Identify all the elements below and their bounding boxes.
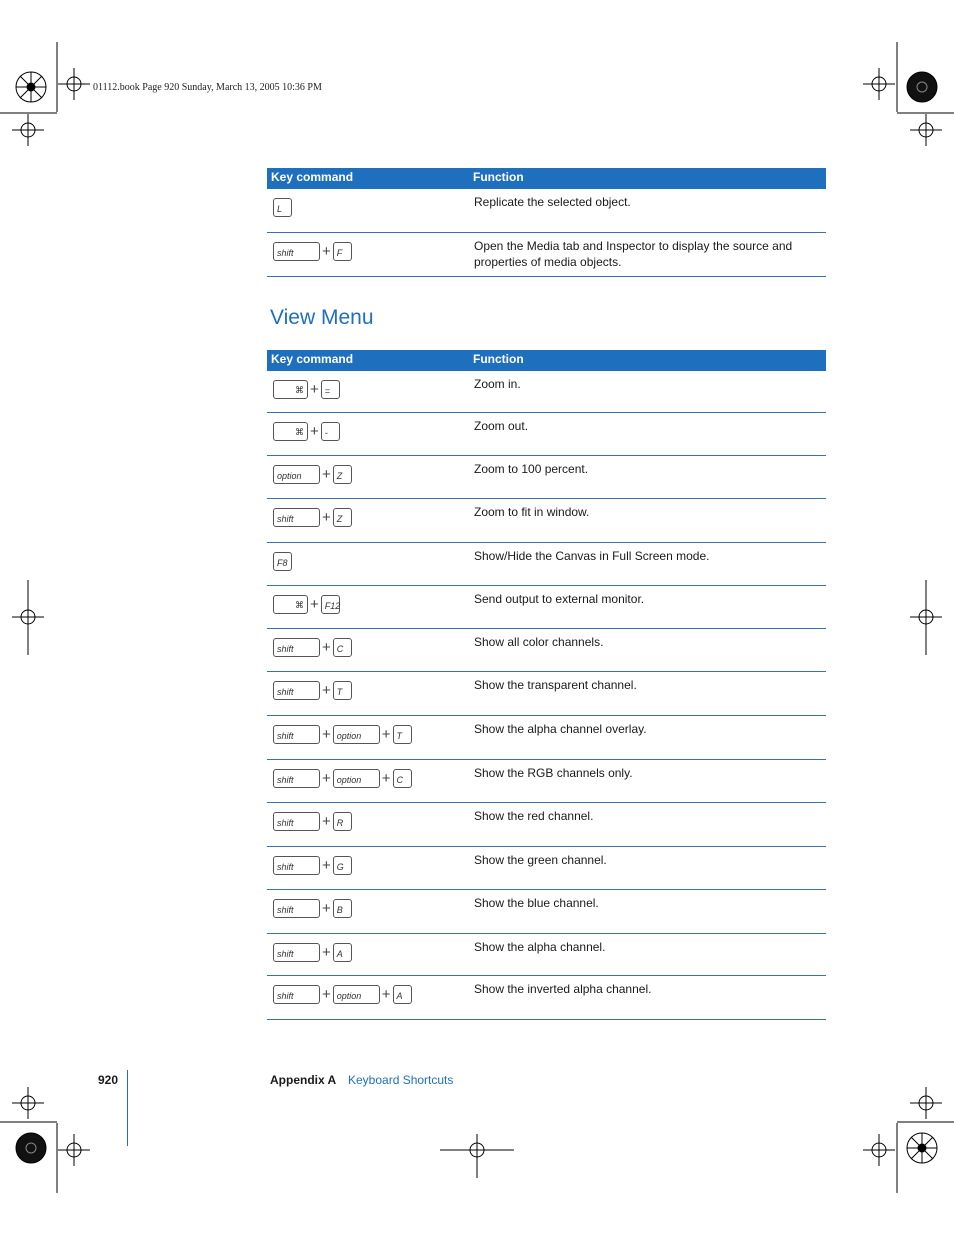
plus-sign: +: [322, 726, 331, 743]
table-row: [267, 189, 826, 233]
table-row: [267, 672, 826, 716]
table-body: [267, 189, 826, 277]
key-combo: [273, 899, 352, 918]
function-description: Show the inverted alpha channel.: [474, 982, 652, 996]
keycap-shift: shift: [273, 242, 320, 261]
plus-sign: +: [322, 509, 331, 526]
function-description: Replicate the selected object.: [474, 195, 631, 209]
keycap-c: C: [333, 638, 352, 657]
keycap-b: B: [333, 899, 352, 918]
keycap-sym: -: [321, 422, 340, 441]
key-combo: [273, 465, 352, 484]
plus-sign: +: [381, 986, 391, 1003]
function-description: Show all color channels.: [474, 635, 604, 649]
key-combo: [273, 198, 292, 217]
table-row: [267, 976, 826, 1020]
keycap-z: Z: [333, 508, 352, 527]
keycap-l: L: [273, 198, 292, 217]
header-function: Function: [473, 352, 524, 366]
plus-sign: +: [310, 596, 319, 613]
footer-rule: [127, 1070, 128, 1146]
keycap-option: option: [273, 465, 320, 484]
table-row: [267, 456, 826, 499]
keycap-shift: shift: [273, 681, 320, 700]
keycap-t: T: [333, 681, 352, 700]
page-number: 920: [98, 1073, 119, 1087]
plus-sign: +: [322, 813, 331, 830]
table-row: [267, 890, 826, 934]
print-slug: 01112.book Page 920 Sunday, March 13, 2005 10:36 PM: [93, 82, 322, 93]
plus-sign: +: [322, 944, 331, 961]
function-description: Show the alpha channel.: [474, 940, 606, 954]
key-combo: [273, 856, 352, 875]
function-description: Zoom to fit in window.: [474, 505, 590, 519]
function-description: Zoom out.: [474, 419, 529, 433]
keycap-shift: shift: [273, 856, 320, 875]
table-header: [267, 350, 826, 371]
plus-sign: +: [322, 639, 331, 656]
table-row: [267, 371, 826, 413]
keycap-option: option: [333, 985, 380, 1004]
table-row: [267, 847, 826, 890]
keycap-shift: shift: [273, 638, 320, 657]
keycap-t: T: [393, 725, 412, 744]
footer-appendix: Appendix A: [270, 1073, 337, 1087]
plus-sign: +: [310, 423, 319, 440]
function-description: Show/Hide the Canvas in Full Screen mode.: [474, 549, 710, 563]
plus-sign: +: [322, 770, 331, 787]
function-description: Open the Media tab and Inspector to display the source and properties of media objects.: [474, 239, 793, 269]
key-combo: [273, 812, 352, 831]
header-function: Function: [473, 170, 524, 184]
key-combo: [273, 422, 340, 441]
plus-sign: +: [322, 243, 331, 260]
keycap-a: A: [333, 943, 352, 962]
function-description: Show the alpha channel overlay.: [474, 722, 647, 736]
plus-sign: +: [310, 381, 319, 398]
table-header: [267, 168, 826, 189]
table-row: [267, 716, 826, 760]
function-description: Send output to external monitor.: [474, 592, 645, 606]
shortcut-table-top: [267, 168, 826, 277]
footer-chapter-title: Keyboard Shortcuts: [348, 1073, 454, 1087]
keycap-shift: shift: [273, 899, 320, 918]
keycap-shift: shift: [273, 943, 320, 962]
function-description: Show the transparent channel.: [474, 678, 637, 692]
key-combo: [273, 552, 292, 571]
keycap-shift: shift: [273, 508, 320, 527]
command-icon: ⌘: [295, 427, 304, 437]
header-key-command: Key command: [271, 352, 354, 366]
keycap-shift: shift: [273, 725, 320, 744]
key-combo: [273, 595, 340, 614]
plus-sign: +: [322, 857, 331, 874]
key-combo: [273, 985, 412, 1004]
keycap-f8: F8: [273, 552, 292, 571]
keycap-shift: shift: [273, 812, 320, 831]
table-row: [267, 233, 826, 277]
keycap-f12: F12: [321, 595, 340, 614]
key-combo: [273, 380, 340, 399]
keycap-f: F: [333, 242, 352, 261]
function-description: Show the RGB channels only.: [474, 766, 633, 780]
function-description: Show the blue channel.: [474, 896, 599, 910]
key-combo: [273, 638, 352, 657]
keycap-z: Z: [333, 465, 352, 484]
keycap-option: option: [333, 725, 380, 744]
key-combo: [273, 242, 352, 261]
key-combo: [273, 508, 352, 527]
table-row: [267, 629, 826, 672]
shortcut-table-view-menu: [267, 350, 826, 1020]
plus-sign: +: [322, 682, 331, 699]
plus-sign: +: [322, 466, 331, 483]
plus-sign: +: [381, 726, 391, 743]
command-key: [273, 595, 308, 614]
section-heading: View Menu: [270, 306, 374, 329]
keycap-shift: shift: [273, 985, 320, 1004]
keycap-sym: =: [321, 380, 340, 399]
keycap-c: C: [393, 769, 412, 788]
keycap-shift: shift: [273, 769, 320, 788]
keycap-a: A: [393, 985, 412, 1004]
plus-sign: +: [322, 986, 331, 1003]
function-description: Show the red channel.: [474, 809, 594, 823]
key-combo: [273, 681, 352, 700]
plus-sign: +: [322, 900, 331, 917]
keycap-option: option: [333, 769, 380, 788]
key-combo: [273, 725, 412, 744]
function-description: Zoom to 100 percent.: [474, 462, 589, 476]
key-combo: [273, 769, 412, 788]
command-key: [273, 422, 308, 441]
command-icon: ⌘: [295, 600, 304, 610]
table-row: [267, 803, 826, 847]
function-description: Zoom in.: [474, 377, 521, 391]
key-combo: [273, 943, 352, 962]
plus-sign: +: [381, 770, 391, 787]
command-icon: ⌘: [295, 385, 304, 395]
keycap-r: R: [333, 812, 352, 831]
table-row: [267, 413, 826, 456]
table-row: [267, 760, 826, 803]
table-row: [267, 543, 826, 586]
table-body: [267, 371, 826, 1020]
function-description: Show the green channel.: [474, 853, 607, 867]
table-row: [267, 934, 826, 976]
table-row: [267, 586, 826, 629]
table-row: [267, 499, 826, 543]
keycap-g: G: [333, 856, 352, 875]
header-key-command: Key command: [271, 170, 354, 184]
command-key: [273, 380, 308, 399]
